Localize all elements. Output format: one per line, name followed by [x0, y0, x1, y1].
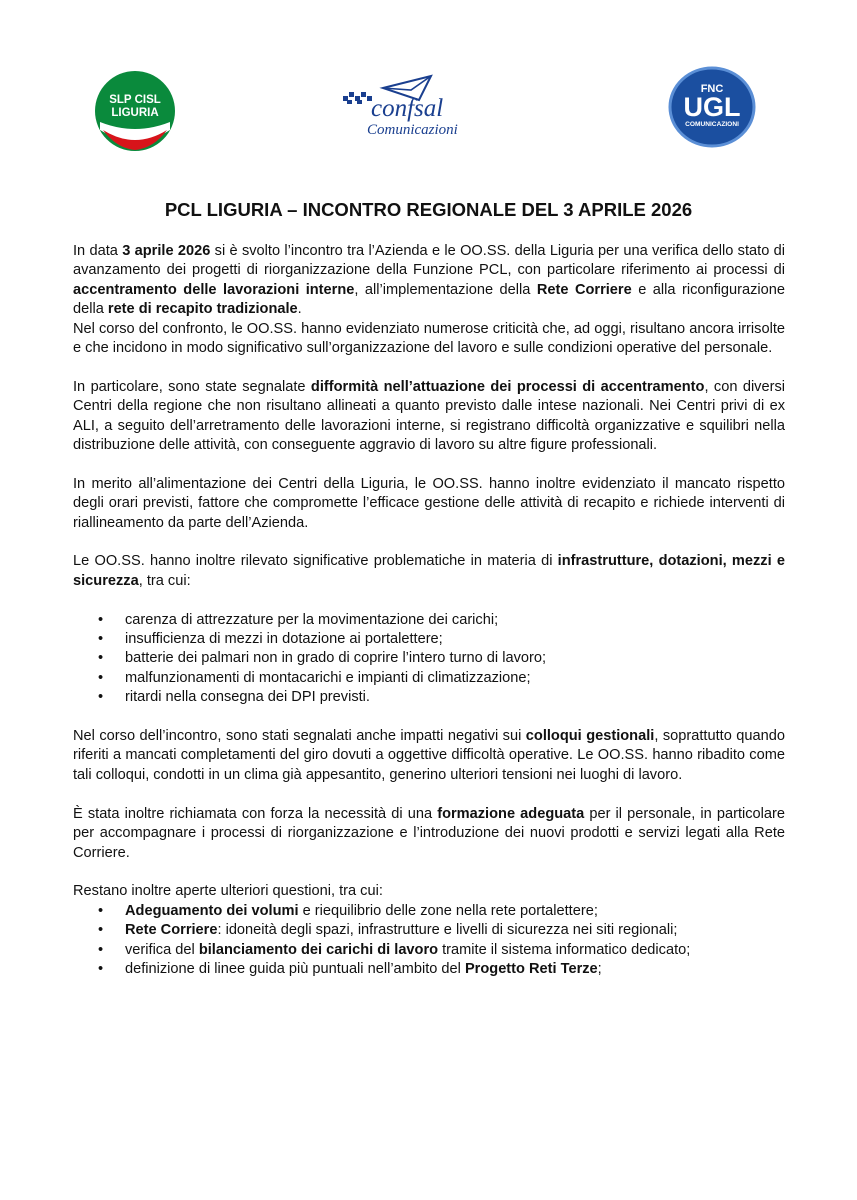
list-item: • Adeguamento dei volumi e riequilibrio delle zone nella rete portalettere; — [73, 902, 785, 921]
paragraph-7: È stata inoltre richiamata con forza la necessità di una formazione adeguata per il personale, in particolare per accompagnare i processi di riorganizzazione e l’introduzione dei nuovi prodotti e servizi legati alla Rete Corriere. — [73, 805, 786, 861]
slp-logo-line2: LIGURIA — [111, 107, 159, 119]
paragraph-1: In data 3 aprile 2026 si è svolto l’incontro tra l’Azienda e le OO.SS. della Liguria per una verifica dello stato di avanzamento dei progetti di riorganizzazione della Funzione PCL, con particolare riferimento ai processi di accentramento delle lavorazioni interne, all’implementazione della Rete Corriere e alla riconfigurazione della rete di recapito tradizionale. — [73, 243, 786, 318]
list-item: • carenza di attrezzature per la movimentazione dei carichi; — [73, 611, 785, 630]
list-item: • ritardi nella consegna dei DPI previsti. — [73, 688, 785, 707]
issues-list — [73, 611, 785, 708]
paragraph-8: Restano inoltre aperte ulteriori questioni, tra cui: — [73, 883, 383, 900]
list-item: • Rete Corriere: idoneità degli spazi, infrastrutture e livelli di sicurezza nei siti regionali; — [73, 921, 785, 940]
paragraph-6: Nel corso dell’incontro, sono stati segnalati anche impatti negativi sui colloqui gestionali, soprattutto quando riferiti a mancati completamenti del giro dovuti a oggettive difficoltà operative. Le OO.SS. hanno ribadito come tali colloqui, condotti in un clima già appesantito, generino ulteriori tensioni nei luoghi di lavoro. — [73, 728, 785, 783]
ugl-logo-line1: FNC — [700, 83, 724, 95]
confsal-logo-line2: Comunicazioni — [367, 122, 458, 138]
paragraph-5: Le OO.SS. hanno inoltre rilevato significative problematiche in materia di infrastrutture, dotazioni, mezzi e sicurezza, tra cui: — [73, 553, 785, 589]
confsal-logo — [343, 74, 478, 140]
list-item: • verifica del bilanciamento dei carichi di lavoro tramite il sistema informatico dedicato; — [73, 941, 785, 960]
paragraph-3: In particolare, sono state segnalate difformità nell’attuazione dei processi di accentramento, con diversi Centri della regione che non risultano allineati a quanto previsto dalle intese nazionali. Nei Centri privi di ex ALI, a seguito dell’arretramento delle lavorazioni interne, si registrano difficoltà organizzative e squilibri nella distribuzione delle attività, con conseguente aggravio di lavoro su altre figure professionali. — [73, 378, 785, 454]
ugl-logo-line2: UGL — [683, 92, 741, 122]
paragraph-4: In merito all’alimentazione dei Centri della Liguria, le OO.SS. hanno inoltre evidenziato il mancato rispetto degli orari previsti, fattore che compromette l’efficace gestione delle attività di recapito e richiede interventi di riallineamento da parte dell’Azienda. — [73, 475, 785, 531]
list-item: • definizione di linee guida più puntuali nell’ambito del Progetto Reti Terze; — [73, 960, 785, 979]
list-item: • malfunzionamenti di montacarichi e impianti di climatizzazione; — [73, 669, 785, 688]
open-issues-list — [73, 902, 785, 980]
ugl-logo — [668, 66, 756, 148]
list-item: • batterie dei palmari non in grado di coprire l’intero turno di lavoro; — [73, 649, 785, 668]
slp-cisl-logo — [94, 70, 176, 152]
document-body — [73, 242, 785, 979]
slp-logo-line1: SLP CISL — [109, 94, 161, 106]
ugl-logo-line3: COMUNICAZIONI — [685, 121, 739, 128]
paragraph-2: Nel corso del confronto, le OO.SS. hanno evidenziato numerose criticità che, ad oggi, risultano ancora irrisolte e che incidono in modo significativo sull’organizzazione del lavoro e sulle condizioni operative del personale. — [73, 320, 785, 357]
document-title: PCL LIGURIA – INCONTRO REGIONALE DEL 3 APRILE 2026 — [164, 199, 693, 220]
confsal-logo-line1: confsal — [371, 95, 444, 122]
list-item: • insufficienza di mezzi in dotazione ai portalettere; — [73, 630, 785, 649]
